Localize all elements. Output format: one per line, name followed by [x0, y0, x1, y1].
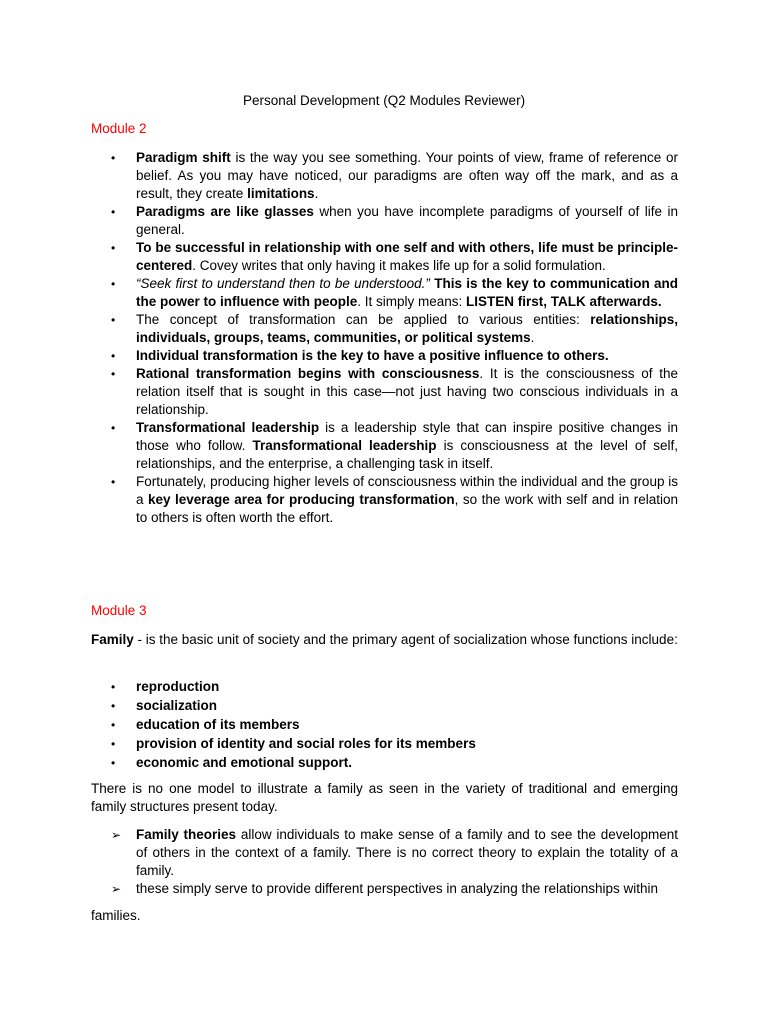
bold-text: Paradigm shift — [136, 150, 231, 165]
text-run: Fortunately, producing higher levels of consciousness within the individual and the group is a — [136, 474, 678, 507]
text-run: . It is the consciousness of the relation itself that is sought in this case—not just having two conscious individuals in a relationship. — [136, 366, 678, 417]
text-run: . Covey writes that only having it makes life up for a solid formulation. — [192, 258, 606, 273]
bold-text: To be successful in relationship with one self and with others, life must be principle- centered — [136, 240, 678, 273]
list-item: • reproduction — [111, 679, 220, 694]
family-theories-list — [91, 826, 678, 898]
list-item — [91, 473, 678, 527]
bullet-icon: • — [111, 475, 116, 489]
bold-text: LISTEN first, TALK afterwards. — [466, 294, 662, 309]
module-2-heading: Module 2 — [91, 121, 147, 136]
list-item: • economic and emotional support. — [111, 755, 353, 770]
bullet-icon: • — [111, 313, 116, 327]
arrow-bullet-icon: ➢ — [111, 828, 122, 842]
text-run: these simply serve to provide different perspectives in analyzing the relationships within — [136, 881, 659, 896]
text-run: when you have incomplete paradigms of yourself of life in general. — [136, 204, 678, 237]
list-item — [91, 347, 678, 365]
bullet-icon: • — [111, 680, 116, 694]
list-item — [91, 419, 678, 473]
bullet-icon: • — [111, 756, 116, 770]
list-item: • education of its members — [111, 717, 300, 732]
bullet-icon: • — [111, 205, 116, 219]
text-run: allow individuals to make sense of a family and to see the development of others in the context of a family. There is no correct theory to explain the totality of a family. — [136, 827, 678, 878]
text-run: . — [530, 330, 535, 345]
bold-text: relationships, individuals, groups, teams, communities, or political systems — [136, 312, 678, 345]
bullet-icon: • — [111, 737, 116, 751]
bold-text: Family theories — [136, 827, 237, 842]
text-run: is consciousness at the level of self, relationships, and the enterprise, a challenging task in itself. — [136, 438, 678, 471]
bullet-icon: • — [111, 367, 116, 381]
document-title: Personal Development (Q2 Modules Reviewer) — [242, 93, 526, 108]
list-item — [91, 365, 678, 419]
bold-text: Transformational leadership — [136, 420, 320, 435]
families-continuation: families. — [91, 908, 141, 923]
list-item — [91, 826, 678, 880]
module-3-heading: Module 3 — [91, 603, 147, 618]
bullet-icon: • — [111, 277, 116, 291]
bold-text: limitations — [247, 186, 315, 201]
family-model-paragraph: There is no one model to illustrate a family as seen in the variety of traditional and emerging family structures present today. — [91, 781, 678, 814]
italic-text: “Seek first to understand then to be understood.” — [136, 276, 430, 291]
text-run: is a leadership style that can inspire positive changes in those who follow. — [136, 420, 678, 453]
text-run: The concept of transformation can be applied to various entities: — [136, 312, 591, 327]
bold-text: Paradigms are like glasses — [136, 204, 314, 219]
list-item: • provision of identity and social roles for its members — [111, 736, 476, 751]
bold-text: Individual transformation is the key to have a positive influence to others. — [136, 348, 609, 363]
bullet-icon: • — [111, 421, 116, 435]
bullet-icon: • — [111, 699, 116, 713]
family-functions-list — [91, 678, 678, 772]
text-run: - is the basic unit of society and the primary agent of socialization whose functions include: — [133, 632, 678, 647]
bold-text: key leverage area for producing transformation — [147, 492, 455, 507]
list-item: • socialization — [111, 698, 218, 713]
bullet-icon: • — [111, 151, 116, 165]
list-item — [91, 311, 678, 347]
text-run: , so the work with self and in relation to others is often worth the effort. — [136, 492, 679, 525]
bold-text: Transformational leadership — [252, 438, 437, 453]
list-item — [91, 880, 678, 898]
list-item — [91, 275, 678, 311]
list-item — [91, 203, 678, 239]
bullet-icon: • — [111, 718, 116, 732]
bold-text: Rational transformation begins with consciousness — [136, 366, 480, 381]
text-run: . It simply means: — [357, 294, 467, 309]
bold-text: This is the key to communication and the power to influence with people — [136, 276, 678, 309]
bold-text: Family — [91, 632, 134, 647]
bullet-icon: • — [111, 241, 116, 255]
bullet-icon: • — [111, 349, 116, 363]
family-definition — [91, 631, 678, 649]
list-item — [91, 149, 678, 203]
arrow-bullet-icon: ➢ — [111, 882, 122, 896]
text-run: is the way you see something. Your points of view, frame of reference or belief. As you may have noticed, our paradigms are often way off the mark, and as a result, they create — [136, 150, 678, 201]
list-item — [91, 239, 678, 275]
text-run: . — [314, 186, 319, 201]
module-2-bullet-list — [91, 149, 678, 527]
